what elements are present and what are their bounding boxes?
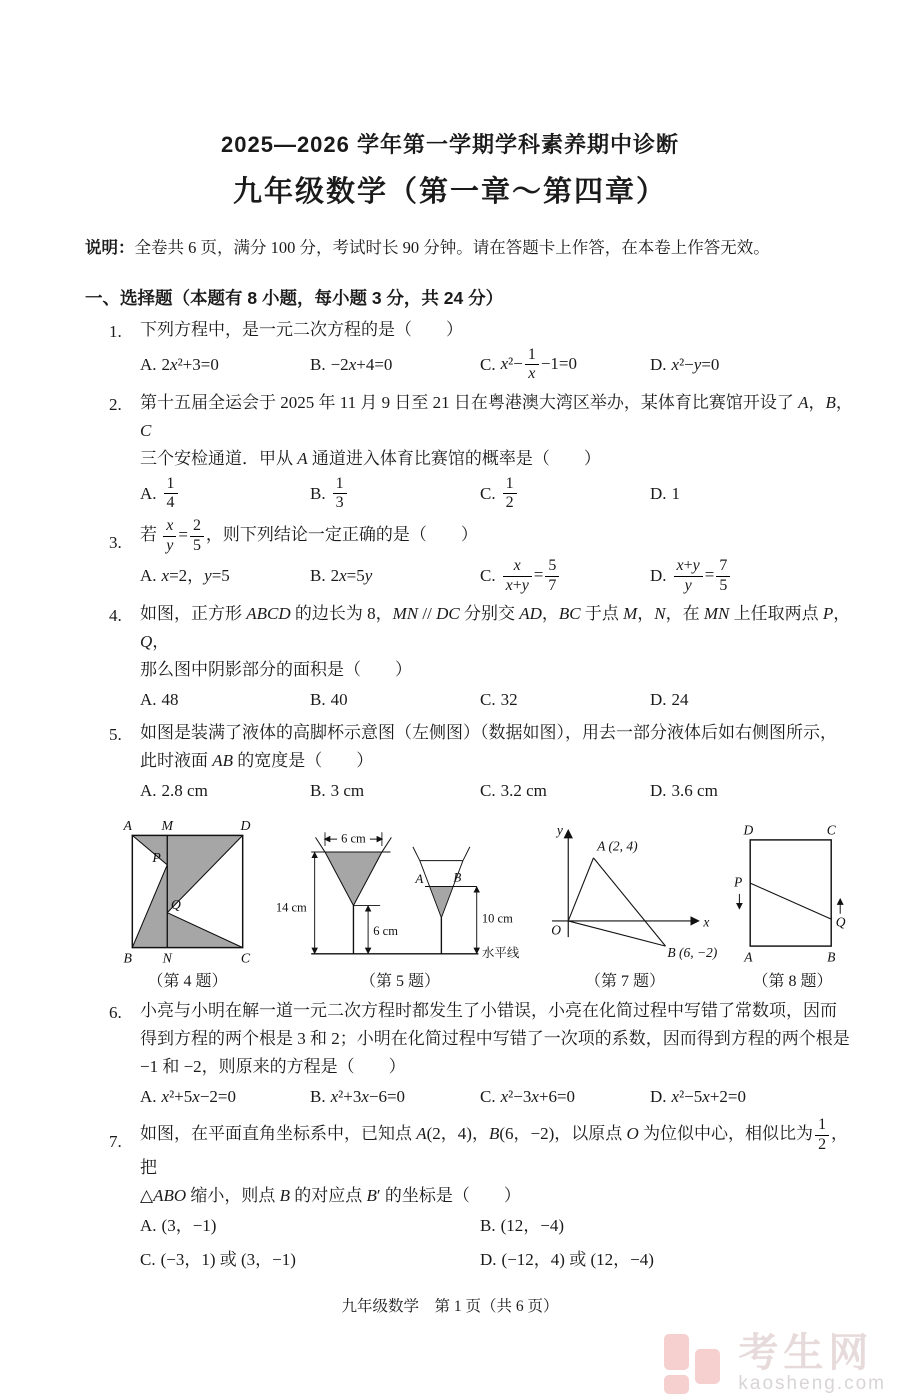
question-1 [85, 316, 860, 384]
label-c: C [240, 950, 251, 966]
label-p: P [152, 850, 161, 866]
option-value: (−12，4) 或 (12，−4) [501, 1250, 654, 1270]
question-text: 如图是装满了液体的高脚杯示意图（左侧图）（数据如图），用去一部分液体后如右侧图所示， [140, 723, 837, 743]
height-label: 14 cm [275, 900, 307, 915]
option-b: B. x²+3x−6=0 [310, 1083, 480, 1111]
option-value: 3 cm [330, 781, 365, 801]
label-d: D [240, 818, 251, 834]
option-b: B. 40 [310, 686, 480, 714]
label-b: B [123, 950, 132, 966]
stem-label: 6 cm [373, 924, 398, 939]
origin-label: O [551, 922, 562, 938]
question-number: 1. [109, 321, 122, 341]
question-text: 如图，正方形 ABCD 的边长为 8，MN // DC 分别交 AD，BC 于点 M，N，在 MN 上任取两点 P，Q， [140, 603, 851, 651]
right-flare-l [413, 847, 420, 861]
option-b: B. −2x+4=0 [310, 346, 480, 384]
figure-q5-goblets [275, 826, 525, 991]
label-d: D [743, 822, 754, 838]
questions-container-2 [85, 997, 860, 1274]
option-c: C. (−3，1) 或 (3，−1) [140, 1246, 480, 1274]
option-a: A. (3，−1) [140, 1212, 480, 1240]
figure-caption: （第 8 题） [752, 973, 833, 991]
line-ab [593, 858, 665, 946]
label-a: A [123, 818, 132, 834]
rectangle-outline [750, 840, 831, 946]
option-d: D. 3.6 cm [650, 777, 860, 805]
option-value: x²+5x−2=0 [161, 1087, 236, 1107]
label-a: A [415, 871, 424, 887]
question-number: 6. [109, 1003, 122, 1023]
watermark-site-name: 考生网 [738, 1331, 874, 1376]
option-value: $\frac{x}{x+y}$ = $\frac{5}{7}$ [501, 557, 562, 595]
option-value: $\frac{1}{3}$ [331, 475, 349, 513]
figure-q7-coordinates [525, 820, 725, 991]
square-abcd-diagram [100, 817, 275, 966]
label-m: M [161, 818, 174, 834]
line-oa [568, 858, 593, 921]
section-heading: 一、选择题（本题有 8 小题，每小题 3 分，共 24 分） [85, 287, 504, 308]
option-c: C. 3.2 cm [480, 777, 650, 805]
option-value: $\frac{1}{2}$ [501, 475, 519, 513]
logo-block [664, 1334, 689, 1370]
question-text: 下列方程中，是一元二次方程的是（ ） [140, 319, 463, 339]
option-c: C. x²−3x+6=0 [480, 1083, 650, 1111]
question-text: −1 和 −2，则原来的方程是（ ） [140, 1057, 406, 1077]
line-pq [750, 883, 831, 919]
option-d: D. 1 [650, 475, 860, 513]
option-value: (−3，1) 或 (3，−1) [160, 1250, 296, 1270]
option-d: D. (−12，4) 或 (12，−4) [480, 1246, 860, 1274]
right-liquid [430, 887, 453, 918]
option-value: 2x=5y [330, 566, 373, 586]
options-row [140, 475, 860, 513]
right-flare-r [463, 847, 470, 861]
option-c: C. x²− $\frac{1}{x}$ −1=0 [480, 345, 577, 383]
goblet-diagram [275, 826, 525, 966]
baseline-label: 水平线 [481, 946, 520, 961]
options-row [140, 346, 860, 384]
option-b: B. $\frac{1}{3}$ [310, 475, 480, 513]
option-value: 1 [671, 483, 681, 503]
figure-caption: （第 7 题） [584, 973, 665, 991]
figures-row [100, 817, 860, 991]
label-q: Q [170, 897, 181, 913]
option-value: x²−y=0 [671, 354, 720, 374]
option-c: C. $\frac{x}{x+y}$ = $\frac{5}{7}$ [480, 557, 650, 595]
option-value: $\frac{x+y}{y}$ = $\frac{7}{5}$ [672, 557, 733, 595]
question-text: 第十五届全运会于 2025 年 11 月 9 日至 21 日在粤港澳大湾区举办，某体育比赛馆开设了 A，B，C [140, 392, 853, 440]
question-3 [85, 517, 860, 595]
question-text: 小亮与小明在解一道一元二次方程时都发生了小错误，小亮在化简过程中写错了常数项，因而 [140, 1001, 837, 1021]
option-b: B. 3 cm [310, 777, 480, 805]
label-p: P [734, 874, 743, 890]
label-a: A [744, 949, 753, 965]
option-value: (12，−4) [500, 1216, 565, 1236]
question-2 [85, 389, 860, 513]
kaosheng-logo [664, 1332, 726, 1394]
option-d: D. $\frac{x+y}{y}$ = $\frac{7}{5}$ [650, 557, 860, 595]
option-c: C. $\frac{1}{2}$ [480, 475, 650, 513]
option-c: C. 32 [480, 686, 650, 714]
option-value: 24 [671, 690, 689, 710]
question-text: 如图，在平面直角坐标系中，已知点 A(2，4)，B(6，−2)，以原点 O 为位似中心，相似比为 $\frac{1}{2}$ ，把 [140, 1116, 849, 1178]
exam-subtitle: 九年级数学（第一章～第四章） [232, 176, 667, 208]
question-number: 2. [109, 394, 122, 414]
left-flare-l [316, 838, 325, 853]
right-height-label: 10 cm [481, 911, 513, 926]
option-b: B. 2x=5y [310, 557, 480, 595]
option-d: D. 24 [650, 686, 860, 714]
coordinate-diagram [525, 820, 725, 966]
top-width-label: 6 cm [341, 831, 366, 846]
page-footer: 九年级数学 第 1 页（共 6 页） [341, 1298, 559, 1316]
option-a: A. 2.8 cm [140, 777, 310, 805]
option-value: $\frac{1}{4}$ [162, 475, 180, 513]
question-7 [85, 1116, 860, 1274]
rectangle-pq-diagram [725, 820, 860, 966]
instructions-text: 全卷共 6 页，满分 100 分，考试时长 90 分钟。请在答题卡上作答，在本卷上作答无效。 [134, 238, 770, 257]
question-text: 若 $\frac{x}{y}$ = $\frac{2}{5}$ ，则下列结论一定正确的是（ ） [140, 517, 478, 554]
exam-instructions [85, 236, 845, 261]
label-b: B [827, 949, 836, 965]
option-a: A. x=2，y=5 [140, 557, 310, 595]
left-flare-r [382, 838, 391, 853]
question-number: 7. [109, 1132, 122, 1152]
figure-q4-square [100, 817, 275, 991]
question-text: 得到方程的两个根是 3 和 2；小明在化简过程中写错了一次项的系数，因而得到方程的两个根是 [140, 1029, 850, 1049]
option-value: 3.6 cm [671, 781, 718, 801]
instructions-label: 说明： [85, 239, 135, 257]
option-value: x²+3x−6=0 [330, 1087, 406, 1107]
y-axis-label: y [556, 822, 563, 838]
point-b-label: B (6, −2) [667, 945, 718, 961]
watermark [664, 1332, 886, 1394]
question-4 [85, 600, 860, 714]
option-value: 32 [500, 690, 518, 710]
point-a-label: A (2, 4) [597, 838, 638, 854]
option-value: 40 [330, 690, 348, 710]
option-a: A. x²+5x−2=0 [140, 1083, 310, 1111]
question-text: 三个安检通道．甲从 A 通道进入体育比赛馆的概率是（ ） [140, 448, 601, 468]
question-5 [85, 719, 860, 805]
questions-container [85, 316, 860, 806]
exam-title: 2025—2026 学年第一学期学科素养期中诊断 [221, 132, 679, 157]
question-number: 5. [109, 725, 122, 745]
question-number: 4. [109, 605, 122, 625]
watermark-text [738, 1332, 886, 1394]
option-value: 3.2 cm [500, 781, 547, 801]
option-value: x=2，y=5 [161, 566, 230, 586]
question-text: 那么图中阴影部分的面积是（ ） [140, 660, 412, 680]
label-c: C [826, 822, 836, 838]
logo-block [695, 1349, 720, 1384]
left-bowl-liquid [325, 852, 382, 905]
option-a: A. 2x²+3=0 [140, 346, 310, 384]
option-value: (3，−1) [161, 1216, 217, 1236]
logo-block [664, 1375, 689, 1394]
option-value: 2.8 cm [161, 781, 208, 801]
watermark-site-url: kaosheng.com [738, 1373, 886, 1395]
option-value: −2x+4=0 [330, 354, 393, 374]
figure-q8-rectangle [725, 820, 860, 991]
question-text: △ABO 缩小，则点 B 的对应点 B′ 的坐标是（ ） [140, 1186, 521, 1206]
option-value: x²− $\frac{1}{x}$ −1=0 [500, 345, 577, 383]
option-a: A. $\frac{1}{4}$ [140, 475, 310, 513]
option-value: x²−5x+2=0 [671, 1087, 746, 1107]
option-d: D. x²−y=0 [650, 346, 860, 384]
option-value: 48 [161, 690, 179, 710]
question-number: 3. [109, 533, 122, 553]
options-row [140, 686, 860, 714]
question-6 [85, 997, 860, 1111]
x-axis-label: x [703, 914, 710, 930]
options-row [140, 557, 860, 595]
label-n: N [162, 950, 172, 966]
options-row [140, 777, 860, 805]
label-q: Q [835, 914, 846, 930]
option-b: B. (12，−4) [480, 1212, 860, 1240]
option-d: D. x²−5x+2=0 [650, 1083, 860, 1111]
option-a: A. 48 [140, 686, 310, 714]
options-row [140, 1083, 860, 1111]
option-value: x²−3x+6=0 [500, 1087, 576, 1107]
label-b: B [453, 869, 462, 885]
figure-caption: （第 5 题） [359, 973, 440, 991]
options-grid [140, 1212, 860, 1274]
question-text: 此时液面 AB 的宽度是（ ） [140, 751, 374, 771]
line-ob [568, 921, 665, 946]
figure-caption: （第 4 题） [147, 973, 228, 991]
option-value: 2x²+3=0 [161, 354, 219, 374]
